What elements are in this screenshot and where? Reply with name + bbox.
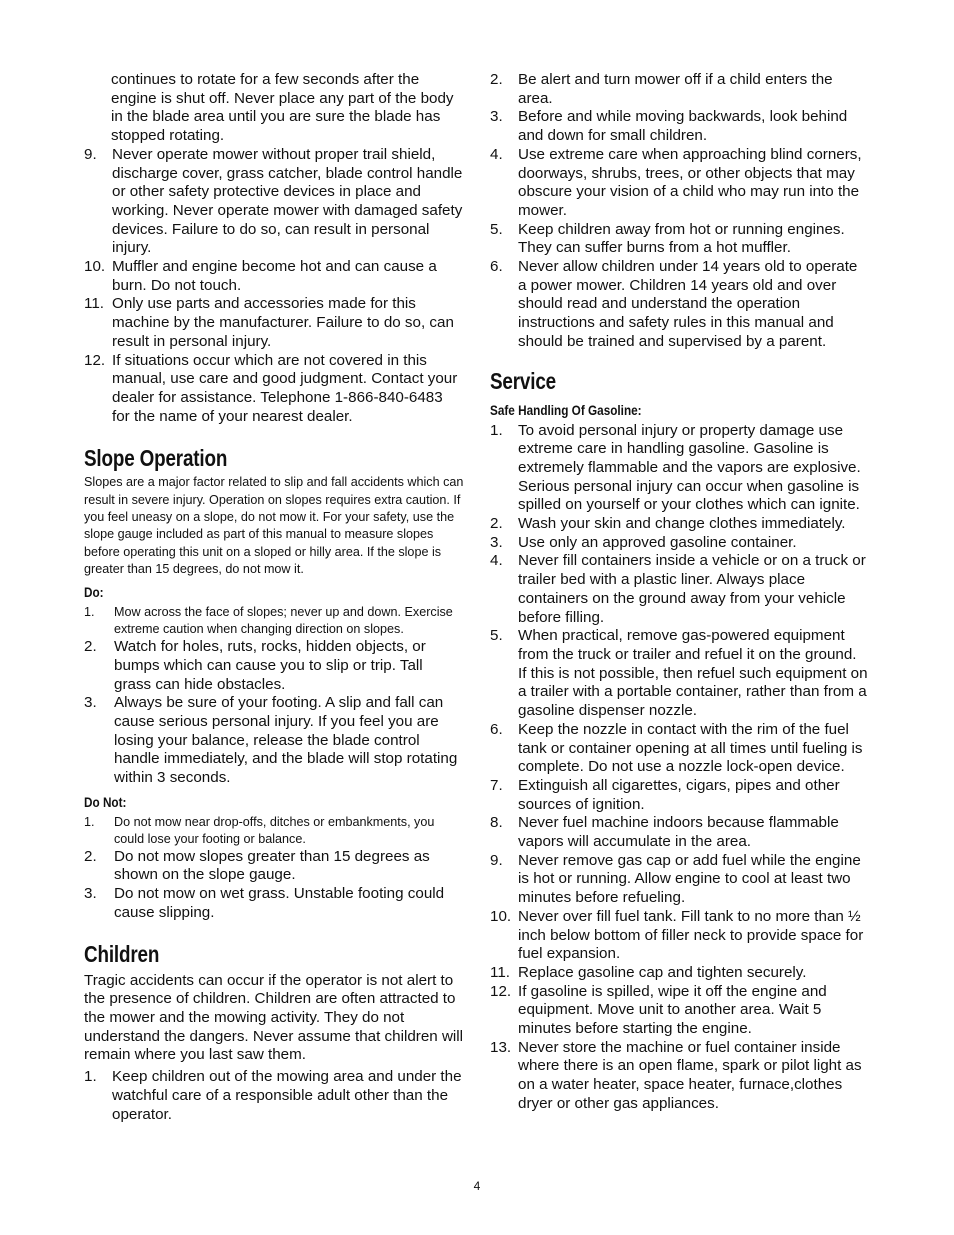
- list-item: [490, 552, 868, 627]
- list-item: [490, 422, 868, 516]
- right-column: [490, 71, 868, 1114]
- item-text: Be alert and turn mower off if a child enters the area.: [518, 71, 833, 107]
- list-item: [490, 908, 868, 964]
- item-text: Keep children away from hot or running engines. They can suffer burns from a hot muffler.: [518, 220, 845, 257]
- left-column: [84, 71, 464, 1124]
- item-text: Only use parts and accessories made for this machine by the manufacturer. Failure to do so, can result in personal injury.: [112, 295, 454, 350]
- list-item: [490, 108, 868, 145]
- list-item: [490, 852, 868, 908]
- item-text: Before and while moving backwards, look behind and down for small children.: [518, 108, 848, 145]
- children-list: [84, 1068, 464, 1124]
- list-item: [84, 146, 464, 258]
- item-text: Keep the nozzle in contact with the rim of the fuel tank or container opening at all times until fueling is complete. Do not use a nozzle lock-open device.: [518, 720, 863, 776]
- item-text: Never operate mower without proper trail shield, discharge cover, grass catcher, blade control handle or other safety protective devices in place and working. Never operate mower with damaged safety devices. Failure to do so, can result in personal injury.: [112, 145, 463, 257]
- children-intro: Tragic accidents can occur if the operator is not alert to the presence of children. Children are often attracted to the mower and the mowing activity. They do not understand the dangers. Never assume that children will remain where you last saw them.: [84, 971, 464, 1064]
- list-item: [490, 814, 868, 851]
- safe-handling-heading: Safe Handling Of Gasoline:: [490, 401, 642, 418]
- item-number: 2.: [84, 847, 97, 865]
- list-item: [84, 258, 464, 295]
- gasoline-list: [490, 422, 868, 1114]
- list-item: [84, 885, 464, 922]
- item-number: 9.: [490, 851, 503, 869]
- continued-item-text: continues to rotate for a few seconds after the engine is shut off. Never place any part of the body in the blade area until you are sure the blade has stopped rotating.: [111, 71, 454, 145]
- list-item: [84, 604, 464, 638]
- item-number: 1.: [84, 814, 95, 829]
- item-text: Never allow children under 14 years old to operate a power mower. Children 14 years old and over should read and understand the operation instructions and safety rules in this manual and should be trained and supervised by a parent.: [518, 258, 858, 350]
- item-number: 10.: [84, 258, 106, 276]
- item-number: 12.: [84, 351, 106, 369]
- list-item: [490, 534, 868, 553]
- item-number: 6.: [490, 258, 503, 276]
- list-item: [84, 814, 464, 848]
- item-number: 2.: [490, 515, 503, 533]
- item-number: 13.: [490, 1038, 512, 1056]
- item-text: When practical, remove gas-powered equipment from the truck or trailer and refuel it on the ground. If this is not possible, then refuel such equipment on a trailer with a portable container, rather than from a gasoline dispenser nozzle.: [518, 627, 868, 720]
- do-heading: Do:: [84, 584, 104, 601]
- item-number: 5.: [490, 627, 503, 645]
- item-text: Replace gasoline cap and tighten securely.: [518, 963, 807, 981]
- item-number: 2.: [84, 638, 97, 656]
- item-text: Muffler and engine become hot and can cause a burn. Do not touch.: [112, 258, 437, 294]
- item-number: 2.: [490, 71, 503, 88]
- item-text: Use extreme care when approaching blind corners, doorways, shrubs, trees, or other objects that may obscure your vision of a child who may run into the mower.: [518, 145, 862, 219]
- list-item: [84, 1068, 464, 1124]
- list-item: [84, 352, 464, 427]
- item-text: Always be sure of your footing. A slip and fall can cause serious personal injury. If you feel you are losing your balance, release the blade control handle immediately, and the blade will stop rotating within 3 seconds.: [114, 694, 458, 787]
- children-list-continued: [490, 71, 868, 352]
- item-number: 9.: [84, 145, 97, 163]
- list-item: [490, 221, 868, 258]
- item-text: If situations occur which are not covered in this manual, use care and good judgment. Contact your dealer for assistance. Telephone 1-866-840-6483 for the name of your nearest dealer.: [112, 351, 458, 425]
- do-not-list: [84, 814, 464, 923]
- list-item: [490, 777, 868, 814]
- item-number: 8.: [490, 814, 503, 832]
- list-item: [84, 638, 464, 694]
- list-item: [490, 964, 868, 983]
- list-item: [84, 848, 464, 885]
- list-item: [490, 146, 868, 221]
- list-item: [490, 515, 868, 534]
- item-number: 5.: [490, 220, 503, 238]
- item-text: Never fuel machine indoors because flammable vapors will accumulate in the area.: [518, 814, 839, 851]
- item-text: If gasoline is spilled, wipe it off the engine and equipment. Move unit to another area. Wait 5 minutes before starting the engine.: [518, 982, 827, 1038]
- item-number: 4.: [490, 552, 503, 570]
- item-number: 7.: [490, 776, 503, 794]
- item-number: 3.: [490, 108, 503, 126]
- item-text: Never over fill fuel tank. Fill tank to no more than ½ inch below bottom of filler neck to provide space for fuel expansion.: [518, 907, 864, 963]
- page-number: 4: [473, 1179, 481, 1193]
- item-text: To avoid personal injury or property damage use extreme care in handling gasoline. Gasoline is extremely flammable and the vapors are explosive. Serious personal injury can occur when gasoline is spilled on yourself or your clothes which can ignite.: [518, 421, 861, 514]
- service-heading: Service: [490, 367, 556, 394]
- item-text: Never remove gas cap or add fuel while the engine is hot or running. Allow engine to cool at least two minutes before refueling.: [518, 851, 861, 907]
- item-number: 3.: [84, 694, 97, 712]
- list-item: [490, 627, 868, 721]
- item-number: 12.: [490, 982, 512, 1000]
- item-text: Wash your skin and change clothes immediately.: [518, 515, 846, 533]
- item-number: 11.: [84, 295, 104, 313]
- slope-intro: Slopes are a major factor related to slip and fall accidents which can result in severe injury. Operation on slopes requires extra caution. If you feel uneasy on a slope, do not mow it. For your safety, use the slope gauge included as part of this manual to measure slopes before operating this unit on a sloped or hilly area. If the slope is greater than 15 degrees, do not mow it.: [84, 475, 464, 576]
- slope-operation-heading: Slope Operation: [84, 445, 228, 472]
- do-list: [84, 604, 464, 788]
- item-text: Do not mow near drop-offs, ditches or embankments, you could lose your footing or balance.: [114, 814, 435, 846]
- list-item: [490, 71, 868, 108]
- item-number: 1.: [490, 421, 503, 439]
- safety-list-continued: [84, 146, 464, 427]
- item-text: Do not mow on wet grass. Unstable footing could cause slipping.: [114, 885, 445, 921]
- list-item: [490, 1039, 868, 1114]
- item-number: 6.: [490, 720, 503, 738]
- list-item: [490, 721, 868, 777]
- list-item: [84, 295, 464, 351]
- item-number: 10.: [490, 907, 512, 925]
- item-number: 3.: [84, 885, 97, 903]
- item-text: Never store the machine or fuel container inside where there is an open flame, spark or pilot light as on a water heater, space heater, furnace,clothes dryer or other gas appliances.: [518, 1038, 862, 1112]
- list-item: [84, 694, 464, 788]
- list-item: [490, 258, 868, 352]
- item-text: Do not mow slopes greater than 15 degrees as shown on the slope gauge.: [114, 847, 430, 884]
- do-not-heading: Do Not:: [84, 793, 127, 810]
- item-number: 1.: [84, 1068, 97, 1086]
- item-text: Mow across the face of slopes; never up and down. Exercise extreme caution when changing direction on slopes.: [114, 605, 453, 637]
- item-text: Watch for holes, ruts, rocks, hidden objects, or bumps which can cause you to slip or trip. Tall grass can hide obstacles.: [114, 638, 426, 693]
- item-number: 11.: [490, 963, 510, 981]
- item-number: 3.: [490, 533, 503, 551]
- item-number: 4.: [490, 145, 503, 163]
- item-text: Extinguish all cigarettes, cigars, pipes and other sources of ignition.: [518, 776, 840, 813]
- item-text: Never fill containers inside a vehicle or on a truck or trailer bed with a plastic liner. Always place containers on the ground away from your vehicle before filling.: [518, 552, 866, 626]
- children-heading: Children: [84, 940, 160, 967]
- list-item: [490, 983, 868, 1039]
- item-text: Keep children out of the mowing area and under the watchful care of a responsible adult other than the operator.: [112, 1068, 462, 1123]
- item-text: Use only an approved gasoline container.: [518, 533, 797, 551]
- item-number: 1.: [84, 605, 95, 620]
